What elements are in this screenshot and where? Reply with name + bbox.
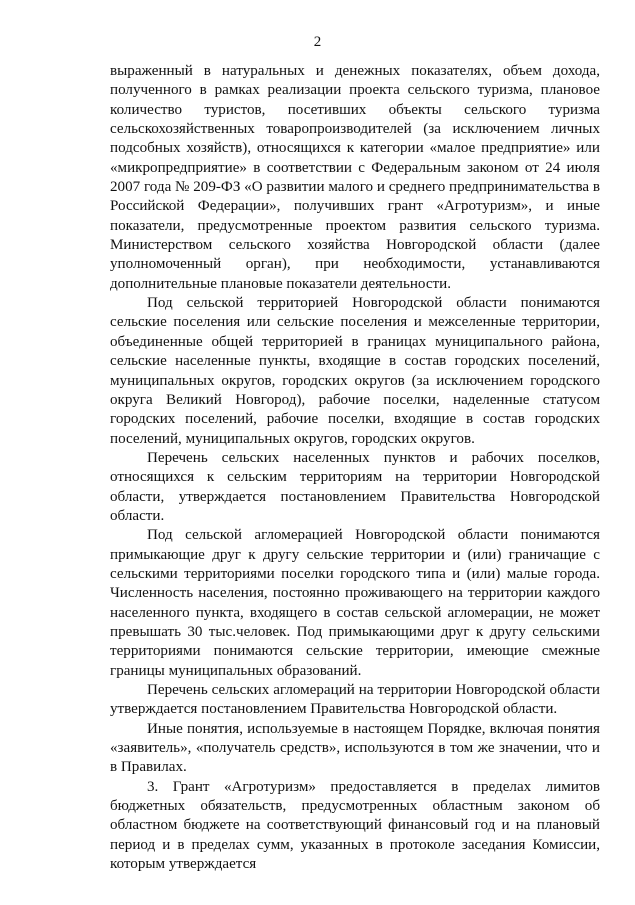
paragraph-rural-agglomeration-definition: Под сельской агломерацией Новгородской области понимаются примыкающие друг к другу сельские территории и (или) граничащие с сельскими территориями поселки городского типа и (или) малые города. Численность населения, постоянно проживающего на территории каждого населенного пункта, входящего в состав сельской агломерации, не может превышать 30 тыс.человек. Под примыкающими друг к другу сельскими территориями понимаются сельские территории, имеющие смежные границы муниципальных образований.	[110, 527, 600, 679]
paragraph-rural-agglomerations-list: Перечень сельских агломераций на территории Новгородской области утверждается постановлением Правительства Новгородской области.	[110, 682, 600, 718]
paragraph-rural-settlements-list: Перечень сельских населенных пунктов и рабочих поселков, относящихся к сельским территориям на территории Новгородской области, утверждается постановлением Правительства Новгородской области.	[110, 449, 600, 524]
document-body	[110, 62, 600, 874]
paragraph-continuation-performance-indicators: выраженный в натуральных и денежных показателях, объем дохода, полученного в рамках реализации проекта сельского туризма, плановое количество туристов, посетивших объекты сельского туризма сельскохозяйственных товаропроизводителей (за исключением личных подсобных хозяйств), относящихся к категории «малое предприятие» или «микропредприятие» в соответствии с Федеральным законом от 24 июля 2007 года № 209-ФЗ «О развитии малого и среднего предпринимательства в Российской Федерации», получивших грант «Агротуризм», и иные показатели, предусмотренные проектом развития сельского туризма. Министерством сельского хозяйства Новгородской области (далее уполномоченный орган), при необходимости, устанавливаются дополнительные плановые показатели деятельности.	[110, 63, 600, 292]
page-number: 2	[313, 34, 322, 50]
paragraph-grant-provision: 3. Грант «Агротуризм» предоставляется в пределах лимитов бюджетных обязательств, предусмотренных областным законом об областном бюджете на соответствующий финансовый год и на плановый период и в пределах сумм, указанных в протоколе заседания Комиссии, которым утверждается	[110, 778, 600, 873]
paragraph-other-terms: Иные понятия, используемые в настоящем Порядке, включая понятия «заявитель», «получатель средств», используются в том же значении, что и в Правилах.	[110, 720, 600, 776]
paragraph-rural-territory-definition: Под сельской территорией Новгородской области понимаются сельские поселения или сельские поселения и межселенные территории, объединенные общей территорией в границах муниципального района, сельские населенные пункты, входящие в состав городских поселений, муниципальных округов, городских округов (за исключением городского округа Великий Новгород), рабочие поселки, наделенные статусом городских поселений, рабочие поселки, входящие в состав городских поселений, муниципальных округов, городских округов.	[110, 295, 600, 447]
